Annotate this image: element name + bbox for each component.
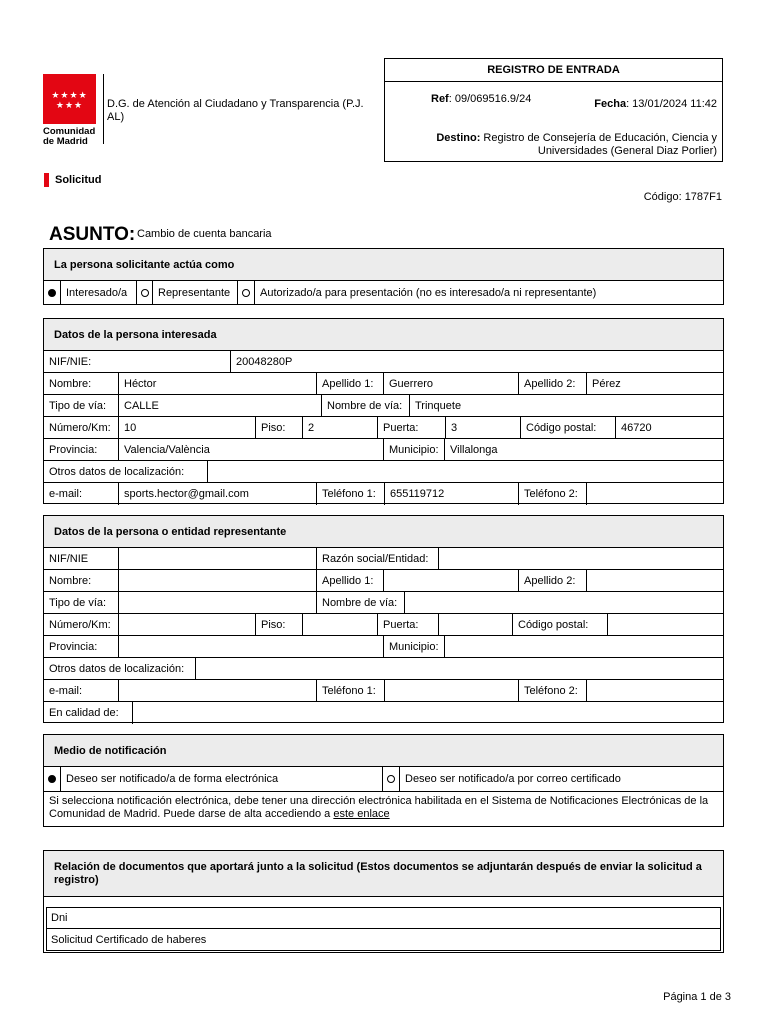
stars-icon: ★★★★ [51, 90, 88, 100]
numero-field[interactable]: 10 [119, 417, 256, 438]
rep-piso-field[interactable] [303, 614, 378, 635]
nombre-via-field[interactable]: Trinquete [415, 399, 462, 412]
rep-nombre-field[interactable] [119, 570, 317, 591]
provincia-field[interactable]: Valencia/València [119, 439, 384, 460]
asunto-value: Cambio de cuenta bancaria [137, 228, 272, 240]
radio-selected-icon [48, 775, 56, 783]
registro-ref: Ref: 09/069516.9/24 [431, 93, 532, 105]
section-title: La persona solicitante actúa como [44, 249, 723, 281]
documento-item: Dni [46, 907, 721, 929]
notificacion-section [43, 734, 724, 827]
cp-field[interactable]: 46720 [621, 421, 652, 434]
rep-telefono1-field[interactable] [385, 680, 519, 701]
rep-nif-field[interactable] [119, 548, 317, 569]
documento-item: Solicitud Certificado de haberes [46, 929, 721, 951]
option-label: Interesado/a [61, 281, 137, 304]
rep-email-field[interactable] [119, 680, 317, 701]
notificacion-note: Si selecciona notificación electrónica, debe tener una dirección electrónica habilitada en el Sistema de Notificaciones Electrónicas de la Comunidad de Madrid. Puede darse de alta accediendo a este enlace [49, 795, 709, 820]
representante-section: Datos de la persona o entidad representante NIF/NIE Razón social/Entidad: Nombre: Apellido 1: Apellido 2: Tipo de vía: Nombre de vía: Número/Km: Piso: Puerta: Código postal: Provincia: Municipio: Otros datos de localización: e-mail: Teléfono 1: Teléfono 2: En calidad de: [43, 515, 724, 723]
rep-cp-field[interactable] [608, 614, 723, 635]
section-title: Medio de notificación [44, 735, 723, 767]
rep-municipio-field[interactable] [445, 636, 723, 657]
rep-razon-field[interactable] [439, 548, 723, 569]
asunto-label: ASUNTO: [49, 224, 136, 245]
tipo-via-field[interactable]: CALLE [119, 395, 322, 416]
apellido1-field[interactable]: Guerrero [384, 373, 519, 394]
email-field[interactable]: sports.hector@gmail.com [119, 483, 317, 505]
registro-entrada-box [384, 58, 723, 162]
nombre-field[interactable]: Héctor [119, 373, 317, 394]
rep-apellido2-field[interactable] [587, 570, 723, 591]
piso-field[interactable]: 2 [303, 417, 378, 438]
municipio-field[interactable]: Villalonga [450, 443, 498, 456]
registro-title: REGISTRO DE ENTRADA [385, 59, 722, 82]
logo-text: Comunidad de Madrid [43, 126, 96, 147]
radio-empty-icon [141, 289, 149, 297]
rep-telefono2-field[interactable] [587, 680, 723, 701]
nif-field[interactable]: 20048280P [236, 355, 293, 368]
section-title: Datos de la persona interesada [44, 319, 723, 351]
option-label: Deseo ser notificado/a por correo certificado [405, 773, 621, 785]
option-label: Deseo ser notificado/a de forma electrónica [61, 767, 383, 791]
rep-otros-field[interactable] [196, 658, 723, 679]
documentos-section [43, 850, 724, 953]
otros-datos-field[interactable] [208, 461, 723, 482]
stars-icon: ★★★ [55, 100, 84, 110]
department-name: D.G. de Atención al Ciudadano y Transparencia (P.J. AL) [107, 98, 364, 123]
rep-tipo-via-field[interactable] [119, 592, 317, 613]
section-title: Relación de documentos que aportará junto a la solicitud (Estos documentos se adjuntarán después de enviar la solicitud a registro) [44, 851, 723, 897]
telefono1-field[interactable]: 655119712 [385, 483, 519, 505]
section-title: Datos de la persona o entidad representante [44, 516, 723, 548]
radio-interesado[interactable] [44, 281, 61, 304]
solicitud-marker [44, 173, 49, 187]
solicitud-label: Solicitud [55, 174, 102, 186]
radio-representante[interactable] [137, 281, 153, 304]
option-label: Representante [153, 281, 238, 304]
actua-como-section [43, 248, 724, 305]
telefono2-field[interactable] [587, 483, 723, 505]
radio-correo[interactable] [383, 767, 400, 791]
radio-electronica[interactable] [44, 767, 61, 791]
rep-puerta-field[interactable] [439, 614, 513, 635]
apellido2-field[interactable]: Pérez [592, 377, 621, 390]
comunidad-madrid-logo [43, 74, 96, 124]
rep-numero-field[interactable] [119, 614, 256, 635]
registro-destino: Destino: Registro de Consejería de Educación, Ciencia y Universidades (General Diaz Porlier) [436, 132, 717, 157]
radio-autorizado[interactable] [238, 281, 255, 304]
interesada-section: Datos de la persona interesada NIF/NIE: 20048280P Nombre: Héctor Apellido 1: Guerrero Apellido 2: Pérez Tipo de vía: CALLE Nombre de vía: Trinquete Número/Km: 10 Piso: 2 Puerta: 3 Código postal: 46720 Provincia: Valencia/València Municipio: Villalonga Otros datos de localización: e-mail: sports.hector@gmail.com Teléfono 1: 655119712 Teléfono 2: [43, 318, 724, 504]
radio-selected-icon [48, 289, 56, 297]
rep-apellido1-field[interactable] [384, 570, 519, 591]
codigo: Código: 1787F1 [643, 191, 722, 203]
alta-link[interactable]: este enlace [333, 808, 390, 820]
radio-empty-icon [387, 775, 395, 783]
rep-provincia-field[interactable] [119, 636, 384, 657]
rep-calidad-field[interactable] [133, 702, 723, 724]
page-number: Página 1 de 3 [663, 991, 731, 1003]
rep-nombre-via-field[interactable] [405, 592, 723, 613]
registro-fecha: Fecha: 13/01/2024 11:42 [594, 98, 717, 110]
radio-empty-icon [242, 289, 250, 297]
logo-divider [103, 74, 104, 144]
puerta-field[interactable]: 3 [446, 417, 521, 438]
option-label: Autorizado/a para presentación (no es interesado/a ni representante) [260, 286, 597, 299]
